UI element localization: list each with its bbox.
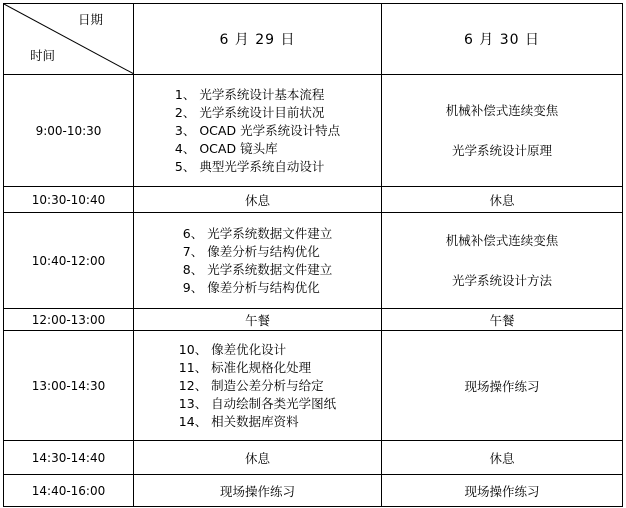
session-text: 光学系统设计方法 <box>451 272 552 288</box>
session-cell <box>382 213 623 309</box>
corner-date-label: 日期 <box>77 12 103 27</box>
table-row <box>4 187 623 213</box>
list-item: 3、 OCAD 光学系统设计特点 <box>174 122 341 138</box>
list-item: 1、 光学系统设计基本流程 <box>174 86 325 102</box>
list-item: 8、 光学系统数据文件建立 <box>182 261 333 277</box>
list-item: 14、 相关数据库资料 <box>178 413 299 429</box>
session-cell: 休息 <box>382 441 623 475</box>
session-cell: 休息 <box>382 187 623 213</box>
table-row <box>4 441 623 475</box>
session-cell: 现场操作练习 <box>382 475 623 507</box>
session-cell: 现场操作练习 <box>134 475 382 507</box>
time-cell: 10:40-12:00 <box>4 213 134 309</box>
session-text: 机械补偿式连续变焦 <box>445 102 559 118</box>
topic-list <box>183 225 332 297</box>
table-row <box>4 213 623 309</box>
session-cell: 现场操作练习 <box>382 331 623 441</box>
table-row <box>4 475 623 507</box>
session-cell <box>134 331 382 441</box>
list-item: 11、 标准化规格化处理 <box>178 359 312 375</box>
session-cell: 午餐 <box>134 309 382 331</box>
session-text: 机械补偿式连续变焦 <box>445 232 559 248</box>
date-header-day2: 6 月 30 日 <box>382 4 623 75</box>
session-cell <box>134 213 382 309</box>
corner-cell <box>4 4 134 75</box>
topic-list <box>175 86 340 176</box>
list-item: 9、 像差分析与结构优化 <box>182 279 320 295</box>
session-cell: 休息 <box>134 441 382 475</box>
list-item: 10、 像差优化设计 <box>178 341 287 357</box>
session-cell <box>134 75 382 187</box>
list-item: 7、 像差分析与结构优化 <box>182 243 320 259</box>
session-cell: 午餐 <box>382 309 623 331</box>
time-cell: 10:30-10:40 <box>4 187 134 213</box>
session-cell: 休息 <box>134 187 382 213</box>
session-cell <box>382 75 623 187</box>
table-row <box>4 309 623 331</box>
time-cell: 12:00-13:00 <box>4 309 134 331</box>
time-cell: 14:30-14:40 <box>4 441 134 475</box>
table-row <box>4 75 623 187</box>
corner-time-label: 时间 <box>30 48 56 63</box>
list-item: 4、 OCAD 镜头库 <box>174 140 278 156</box>
topic-list <box>179 341 336 431</box>
time-cell: 14:40-16:00 <box>4 475 134 507</box>
list-item: 2、 光学系统设计目前状况 <box>174 104 325 120</box>
time-cell: 9:00-10:30 <box>4 75 134 187</box>
time-cell: 13:00-14:30 <box>4 331 134 441</box>
list-item: 5、 典型光学系统自动设计 <box>174 158 325 174</box>
table-row <box>4 331 623 441</box>
header-row <box>4 4 623 75</box>
list-item: 12、 制造公差分析与给定 <box>178 377 324 393</box>
schedule-table <box>3 3 623 507</box>
list-item: 6、 光学系统数据文件建立 <box>182 225 333 241</box>
date-header-day1: 6 月 29 日 <box>134 4 382 75</box>
list-item: 13、 自动绘制各类光学图纸 <box>178 395 337 411</box>
diagonal-line <box>4 4 134 74</box>
session-text: 光学系统设计原理 <box>451 142 552 158</box>
